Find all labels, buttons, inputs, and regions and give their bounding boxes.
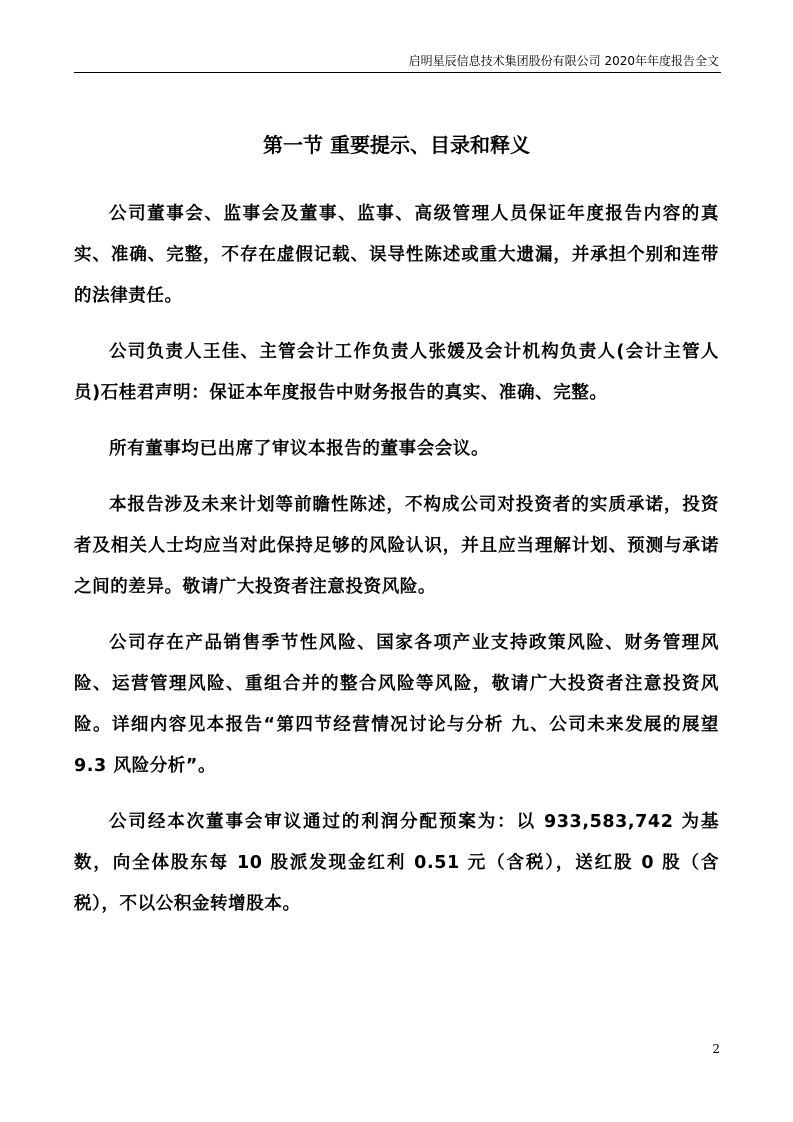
header-text: 启明星辰信息技术集团股份有限公司 2020年年度报告全文 xyxy=(408,54,719,68)
paragraph-risk-factors: 公司存在产品销售季节性风险、国家各项产业支持政策风险、财务管理风险、运营管理风险、重组合并的整合风险等风险，敬请广大投资者注意投资风险。详细内容见本报告“第四节经营情况讨论与分析 九、公司未来发展的展望 9.3 风险分析”。 xyxy=(74,633,719,776)
paragraph-board-guarantee: 公司董事会、监事会及董事、监事、高级管理人员保证年度报告内容的真实、准确、完整，不存在虚假记载、误导性陈述或重大遗漏，并承担个别和连带的法律责任。 xyxy=(74,204,719,306)
body-content xyxy=(74,194,719,940)
paragraph-responsible-persons-statement: 公司负责人王佳、主管会计工作负责人张媛及会计机构负责人(会计主管人员)石桂君声明：保证本年度报告中财务报告的真实、准确、完整。 xyxy=(74,342,719,403)
paragraph-directors-attendance: 所有董事均已出席了审议本报告的董事会会议。 xyxy=(109,439,490,459)
section-title: 第一节 重要提示、目录和释义 xyxy=(263,133,530,157)
paragraph-profit-distribution: 公司经本次董事会审议通过的利润分配预案为：以 933,583,742 为基数，向全体股东每 10 股派发现金红利 0.51 元（含税），送红股 0 股（含税），不以公积金转增股本。 xyxy=(74,812,719,914)
page-header xyxy=(74,49,721,73)
page-number: 2 xyxy=(712,1042,720,1056)
paragraph-forward-looking-statement: 本报告涉及未来计划等前瞻性陈述，不构成公司对投资者的实质承诺，投资者及相关人士均应当对此保持足够的风险认识，并且应当理解计划、预测与承诺之间的差异。敬请广大投资者注意投资风险。 xyxy=(74,495,719,597)
